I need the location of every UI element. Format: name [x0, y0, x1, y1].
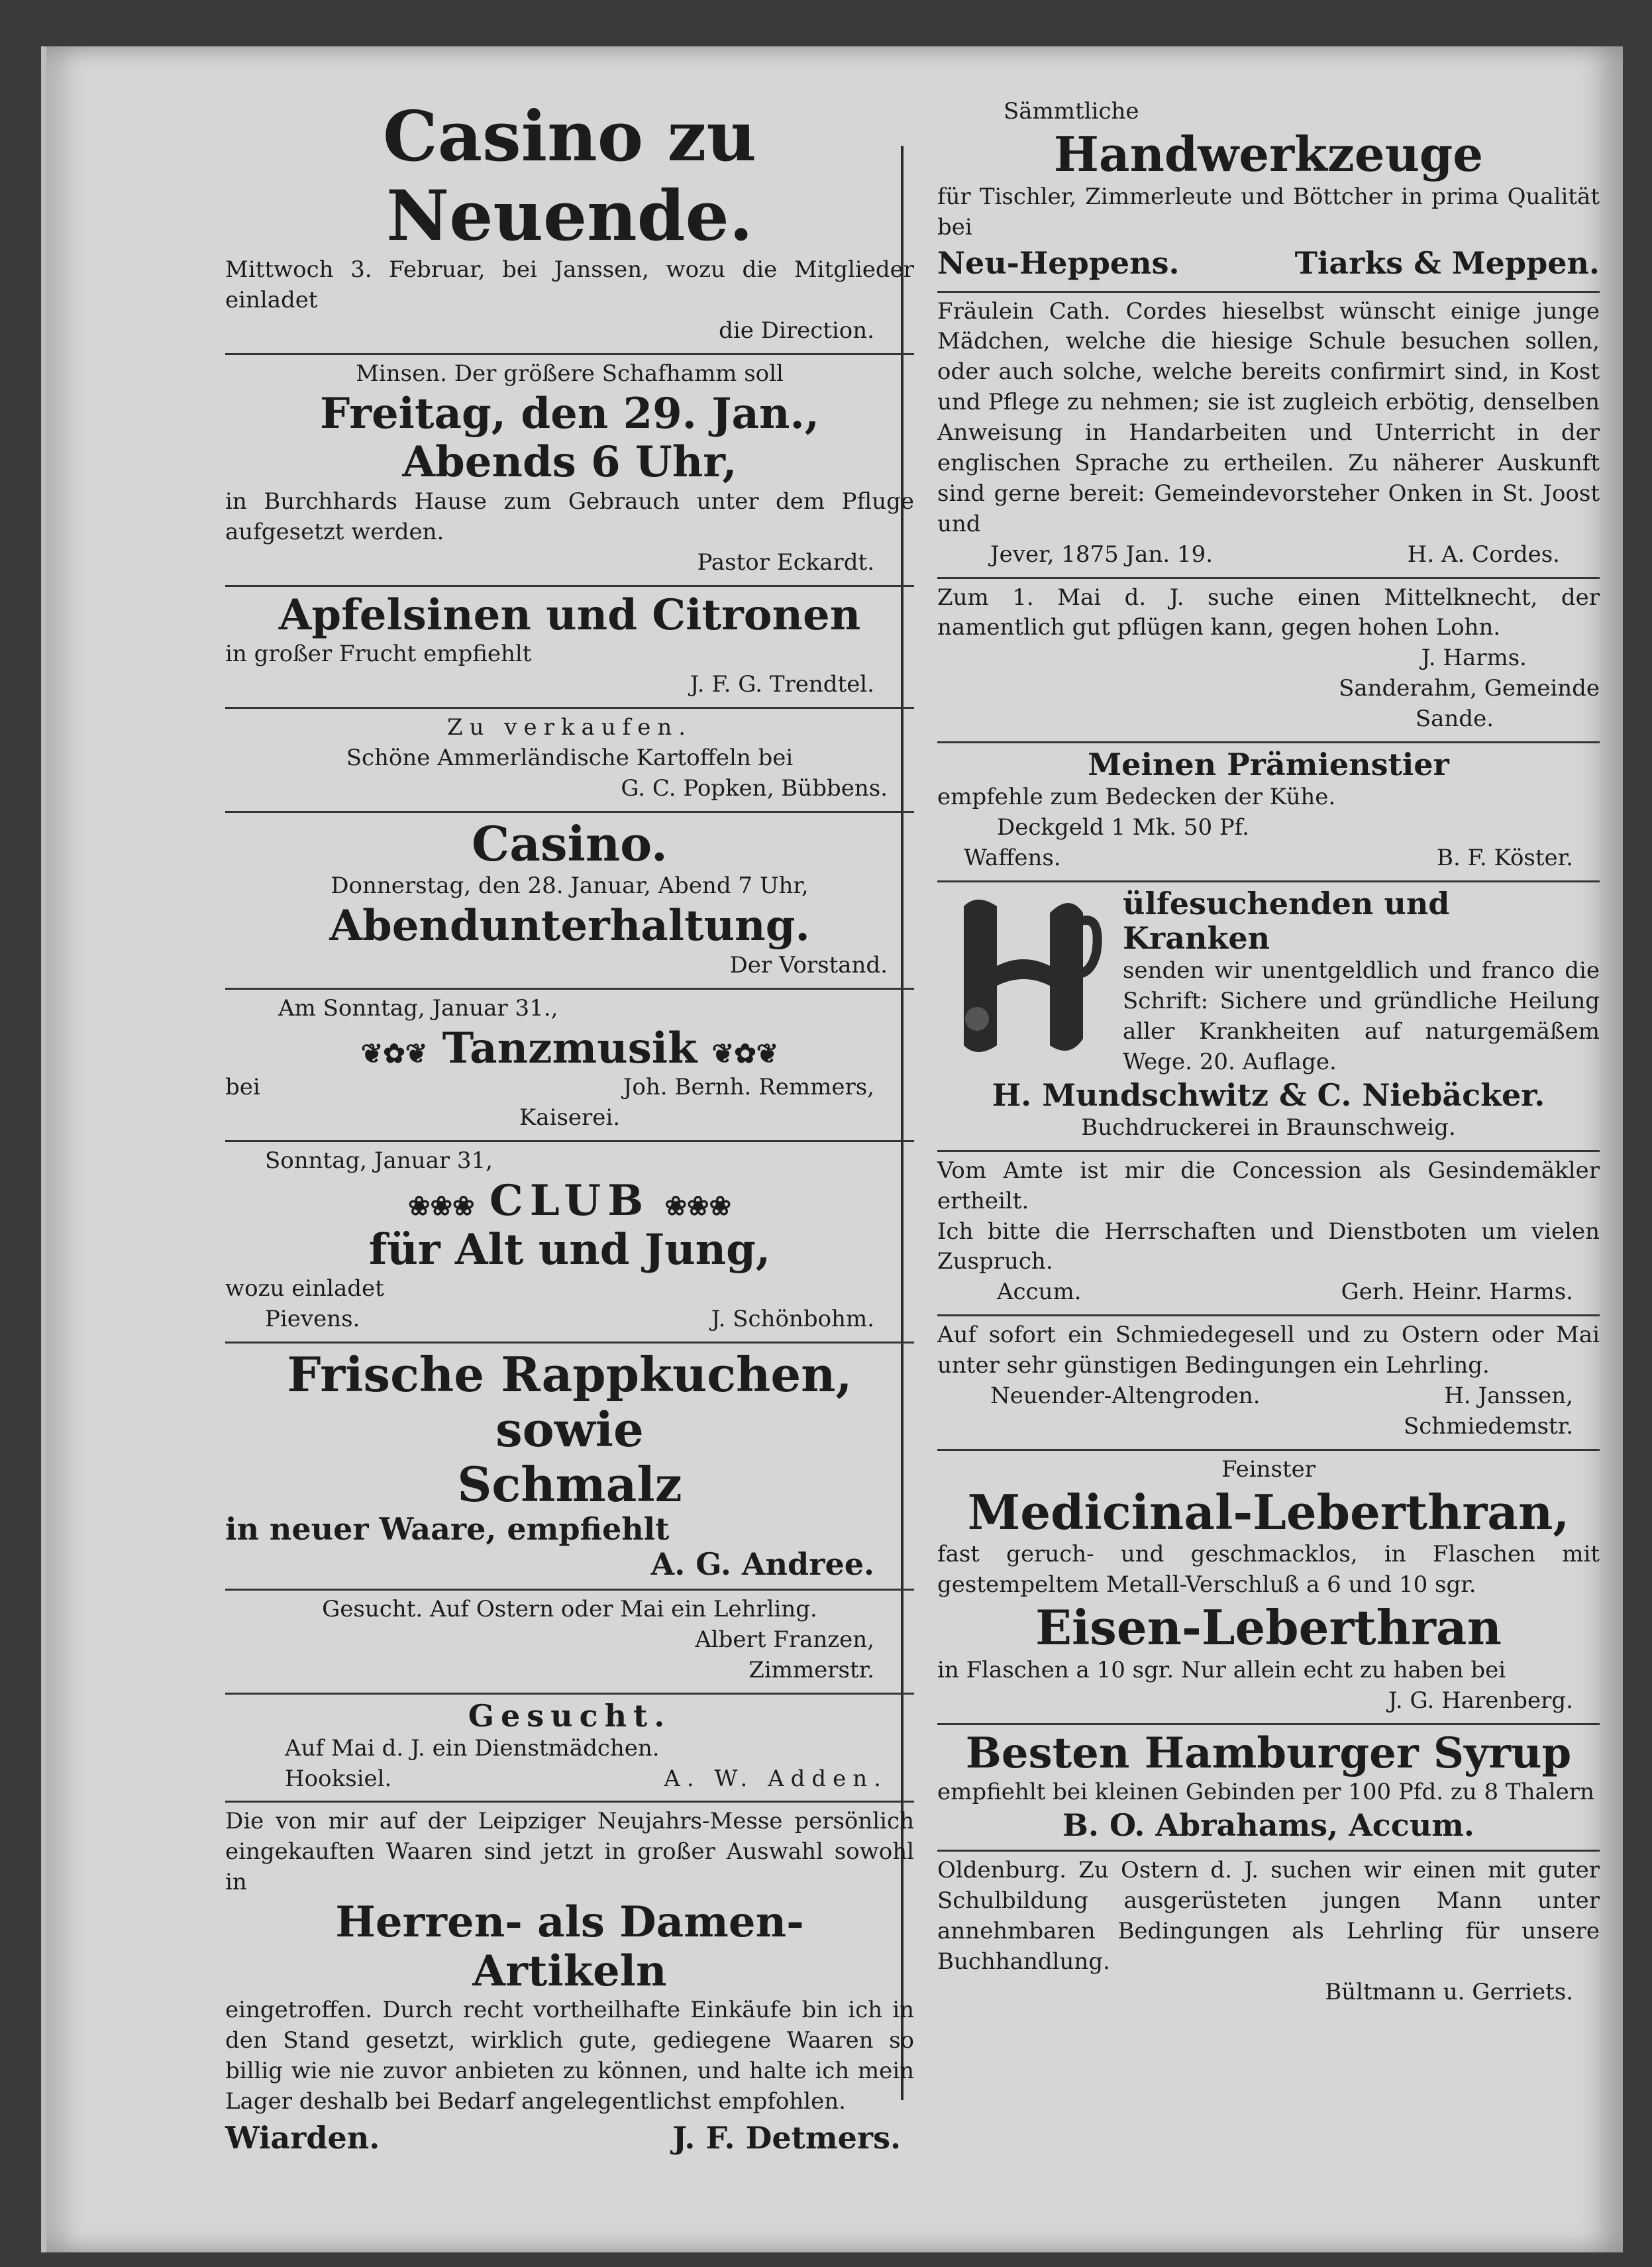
ad-gesucht: [225, 1695, 914, 1803]
ad-row: [937, 242, 1600, 284]
ad-title: Frische Rappkuchen, sowie: [287, 1345, 852, 1457]
ad-title-2: Schmalz: [457, 1455, 682, 1512]
ad-text: in Burchhards Hause zum Gebrauch unter dem Pfluge aufgesetzt werden.: [225, 488, 914, 545]
ad-signature: A. W. Adden.: [664, 1765, 888, 1792]
ad-signature: J. Harms.: [1421, 645, 1527, 672]
ad-row: [937, 540, 1600, 570]
ad-text: Oldenburg. Zu Ostern d. J. suchen wir einen mit guter Schulbildung ausgerüsteten jungen Mann unter annehmbaren Bedingungen als Lehrling für unsere Buchhandlung.: [937, 1857, 1600, 1975]
ad-title: Apfelsinen und Citronen: [278, 590, 861, 640]
ad-schmied: [937, 1316, 1600, 1451]
ad-text: Schöne Ammerländische Kartoffeln bei: [346, 744, 794, 771]
ad-signature: J. F. Detmers.: [672, 2119, 901, 2156]
ad-title: Gesucht.: [468, 1697, 672, 1734]
ad-signature: H. Janssen,: [1444, 1382, 1573, 1409]
ad-verkaufen: [225, 709, 914, 813]
ad-text: senden wir unentgeldlich und franco die Schrift: Sichere und gründliche Heilung aller Krankheiten auf naturgemäßem Wege. 20. Auflage.: [1123, 957, 1600, 1076]
ornament-left-icon: ❀❀❀: [408, 1190, 475, 1222]
ad-row: [937, 843, 1600, 874]
ad-event: Abendunterhaltung.: [329, 901, 810, 951]
ad-casino-neuende: [225, 93, 914, 355]
ad-date: Freitag, den 29. Jan.,: [319, 388, 820, 439]
ad-intro: Die von mir auf der Leipziger Neujahrs-Messe persönlich eingekauften Waaren sind jetzt in großer Auswahl sowohl in: [225, 1808, 914, 1896]
ad-text: Vom Amte ist mir die Concession als Gesindemäkler ertheilt.: [937, 1157, 1600, 1214]
ad-text: eingetroffen. Durch recht vortheilhafte Einkäufe bin ich in den Stand gesetzt, wirklich gute, gediegene Waaren so billig wie nie zuvor anbieten zu können, und halte ich mein Lager deshalb bei Bedarf angelegentlichst empfohlen.: [225, 1997, 914, 2115]
ad-text: in neuer Waare, empfiehlt: [225, 1511, 670, 1548]
ad-text: Fräulein Cath. Cordes hieselbst wünscht einige junge Mädchen, welche die hiesige Schule besuchen sollen, oder auch solche, welche bereits confirmirt sind, in Kost und Pflege zu nehmen; sie ist zugleich erbötig, denselben Anweisung in Handarbeiten und Unterricht in der englischen Sprache zu ertheilen. Zu näherer Auskunft sind gerne bereit: Gemeindevorsteher Onken in St. Joost und: [937, 297, 1600, 537]
ad-title: Herren- als Damen-: [335, 1897, 804, 1948]
ad-signature: G. C. Popken, Bübbens.: [621, 774, 888, 802]
ornament-left-icon: ❦✿❦: [360, 1037, 428, 1069]
ad-intro: Minsen. Der größere Schafhamm soll: [356, 360, 784, 387]
ad-place: Accum.: [997, 1279, 1082, 1306]
page-edge: [41, 46, 46, 2252]
ad-leberthran: [937, 1451, 1600, 1725]
ad-text-2: Ich bitte die Herrschaften und Dienstboten um vielen Zuspruch.: [937, 1218, 1600, 1275]
ad-pre: Sämmtliche: [1004, 98, 1139, 125]
ad-signature: Bültmann u. Gerriets.: [1325, 1978, 1573, 2005]
ad-lehrling: [225, 1591, 914, 1695]
ad-signature: J. G. Harenberg.: [1388, 1687, 1573, 1714]
ad-title-2: Artikeln: [472, 1946, 667, 1996]
ad-club: [225, 1142, 914, 1344]
ad-signature: A. G. Andree.: [650, 1546, 874, 1583]
ad-huelfe: [937, 882, 1600, 1152]
ad-signature: Pastor Eckardt.: [697, 549, 874, 576]
ad-signature: J. F. G. Trendtel.: [690, 671, 874, 698]
ad-gesinde: [937, 1152, 1600, 1316]
ad-place: Hooksiel.: [285, 1765, 392, 1792]
ad-title: Handwerkzeuge: [1053, 125, 1484, 182]
ad-signature: Gerh. Heinr. Harms.: [1341, 1279, 1573, 1306]
ad-syrup: [937, 1725, 1600, 1852]
ad-title: CLUB: [489, 1175, 650, 1226]
ad-signature: B. O. Abrahams, Accum.: [1062, 1807, 1474, 1844]
ad-cordes: [937, 293, 1600, 579]
ad-title: Casino zu Neuende.: [382, 95, 757, 256]
ad-tanzmusik: [225, 990, 914, 1142]
ad-text: empfehle zum Bedecken der Kühe.: [937, 783, 1336, 810]
ad-apfelsinen: [225, 587, 914, 709]
ad-row: [225, 1304, 914, 1335]
ad-harms: [937, 579, 1600, 743]
ad-place: Neu-Heppens.: [937, 245, 1180, 282]
ad-title: ülfesuchenden und Kranken: [1123, 885, 1450, 957]
ad-time: Abends 6 Uhr,: [402, 437, 737, 488]
ad-place: Pievens.: [265, 1306, 360, 1333]
ornament-right-icon: ❀❀❀: [664, 1190, 731, 1222]
ad-fee: Deckgeld 1 Mk. 50 Pf.: [997, 814, 1249, 841]
ad-place: Kaiserei.: [519, 1104, 621, 1132]
ad-text: Auf Mai d. J. ein Dienstmädchen.: [285, 1734, 660, 1762]
ad-casino: [225, 813, 914, 990]
ad-signature: H. A. Cordes.: [1407, 541, 1560, 568]
ad-signature: Der Vorstand.: [729, 951, 888, 978]
ad-text: Gesucht. Auf Ostern oder Mai ein Lehrling.: [322, 1596, 817, 1623]
ad-text: Zum 1. Mai d. J. suche einen Mittelknecht, der namentlich gut pflügen kann, gegen hohen Lohn.: [937, 584, 1600, 641]
decorative-initial-h-icon: [937, 886, 1110, 1065]
ad-oldenburg: [937, 1852, 1600, 2014]
right-column: [937, 93, 1600, 2015]
ad-row: [225, 2117, 914, 2158]
ad-title-row: [225, 1177, 914, 1226]
ad-date: Sonntag, Januar 31,: [265, 1147, 493, 1175]
ad-text: fast geruch- und geschmacklos, in Flaschen mit gestempeltem Metall-Verschluß a 6 und 10 sgr.: [937, 1541, 1600, 1599]
ad-subtitle: Buchdruckerei in Braunschweig.: [1081, 1114, 1456, 1141]
ad-prefix: bei: [225, 1074, 260, 1101]
ad-signature-2: Zimmerstr.: [749, 1656, 874, 1683]
left-column: [225, 93, 914, 2165]
ad-title: Casino.: [471, 815, 668, 872]
ad-text-2: in Flaschen a 10 sgr. Nur allein echt zu haben bei: [937, 1657, 1506, 1683]
ad-title-row: [225, 1024, 914, 1073]
ad-place: Neuender-Altengroden.: [990, 1382, 1261, 1409]
ad-text: wozu einladet: [225, 1275, 384, 1302]
ad-title: Zu verkaufen.: [446, 713, 693, 741]
ad-row: [937, 1277, 1600, 1308]
ad-row: [225, 1764, 914, 1795]
ad-text: für Tischler, Zimmerleute und Böttcher in prima Qualität bei: [937, 183, 1600, 240]
ad-title: Tanzmusik: [442, 1023, 697, 1073]
ad-detmers: [225, 1803, 914, 2165]
ad-signature: Albert Franzen,: [695, 1626, 874, 1654]
ad-text: in großer Frucht empfiehlt: [225, 641, 532, 668]
ad-place-2: Sande.: [1415, 706, 1494, 733]
ornament-right-icon: ❦✿❦: [711, 1037, 779, 1069]
ad-text: empfiehlt bei kleinen Gebinden per 100 Pfd. zu 8 Thalern: [937, 1779, 1594, 1806]
ad-title: Medicinal-Leberthran,: [967, 1483, 1570, 1540]
ad-subtitle: für Alt und Jung,: [368, 1224, 771, 1275]
ad-signature: die Direction.: [719, 317, 874, 344]
ad-praemienstier: [937, 743, 1600, 882]
ad-signature: Tiarks & Meppen.: [1294, 245, 1600, 282]
ad-title: Meinen Prämienstier: [1088, 747, 1449, 783]
ad-place: Waffens.: [964, 844, 1061, 871]
ad-place: Wiarden.: [225, 2119, 380, 2156]
ad-name: Joh. Bernh. Remmers,: [623, 1074, 874, 1101]
ad-text: Mittwoch 3. Februar, bei Janssen, wozu die Mitglieder einladet: [225, 256, 914, 314]
ad-signature: B. F. Köster.: [1436, 844, 1573, 871]
ad-title: Besten Hamburger Syrup: [965, 1728, 1572, 1778]
ad-row: [225, 1073, 914, 1103]
ad-signature: J. Schönbohm.: [711, 1306, 874, 1333]
ad-pre: Feinster: [1221, 1455, 1316, 1483]
ad-place: Sanderahm, Gemeinde: [1339, 675, 1600, 702]
ad-signature: H. Mundschwitz & C. Niebäcker.: [992, 1077, 1545, 1113]
ad-row: [937, 1381, 1600, 1412]
ad-signature-2: Schmiedemstr.: [1403, 1412, 1573, 1440]
ad-minsen: [225, 355, 914, 587]
ad-text: Donnerstag, den 28. Januar, Abend 7 Uhr,: [331, 872, 809, 900]
ad-text: Auf sofort ein Schmiedegesell und zu Ostern oder Mai unter sehr günstigen Bedingungen ein Lehrling.: [937, 1322, 1600, 1379]
ad-werkzeuge: [937, 93, 1600, 293]
ad-place: Jever, 1875 Jan. 19.: [990, 541, 1213, 568]
ad-rappkuchen: [225, 1344, 914, 1591]
ad-title-2: Eisen-Leberthran: [1035, 1599, 1502, 1656]
ad-date: Am Sonntag, Januar 31.,: [278, 994, 558, 1022]
